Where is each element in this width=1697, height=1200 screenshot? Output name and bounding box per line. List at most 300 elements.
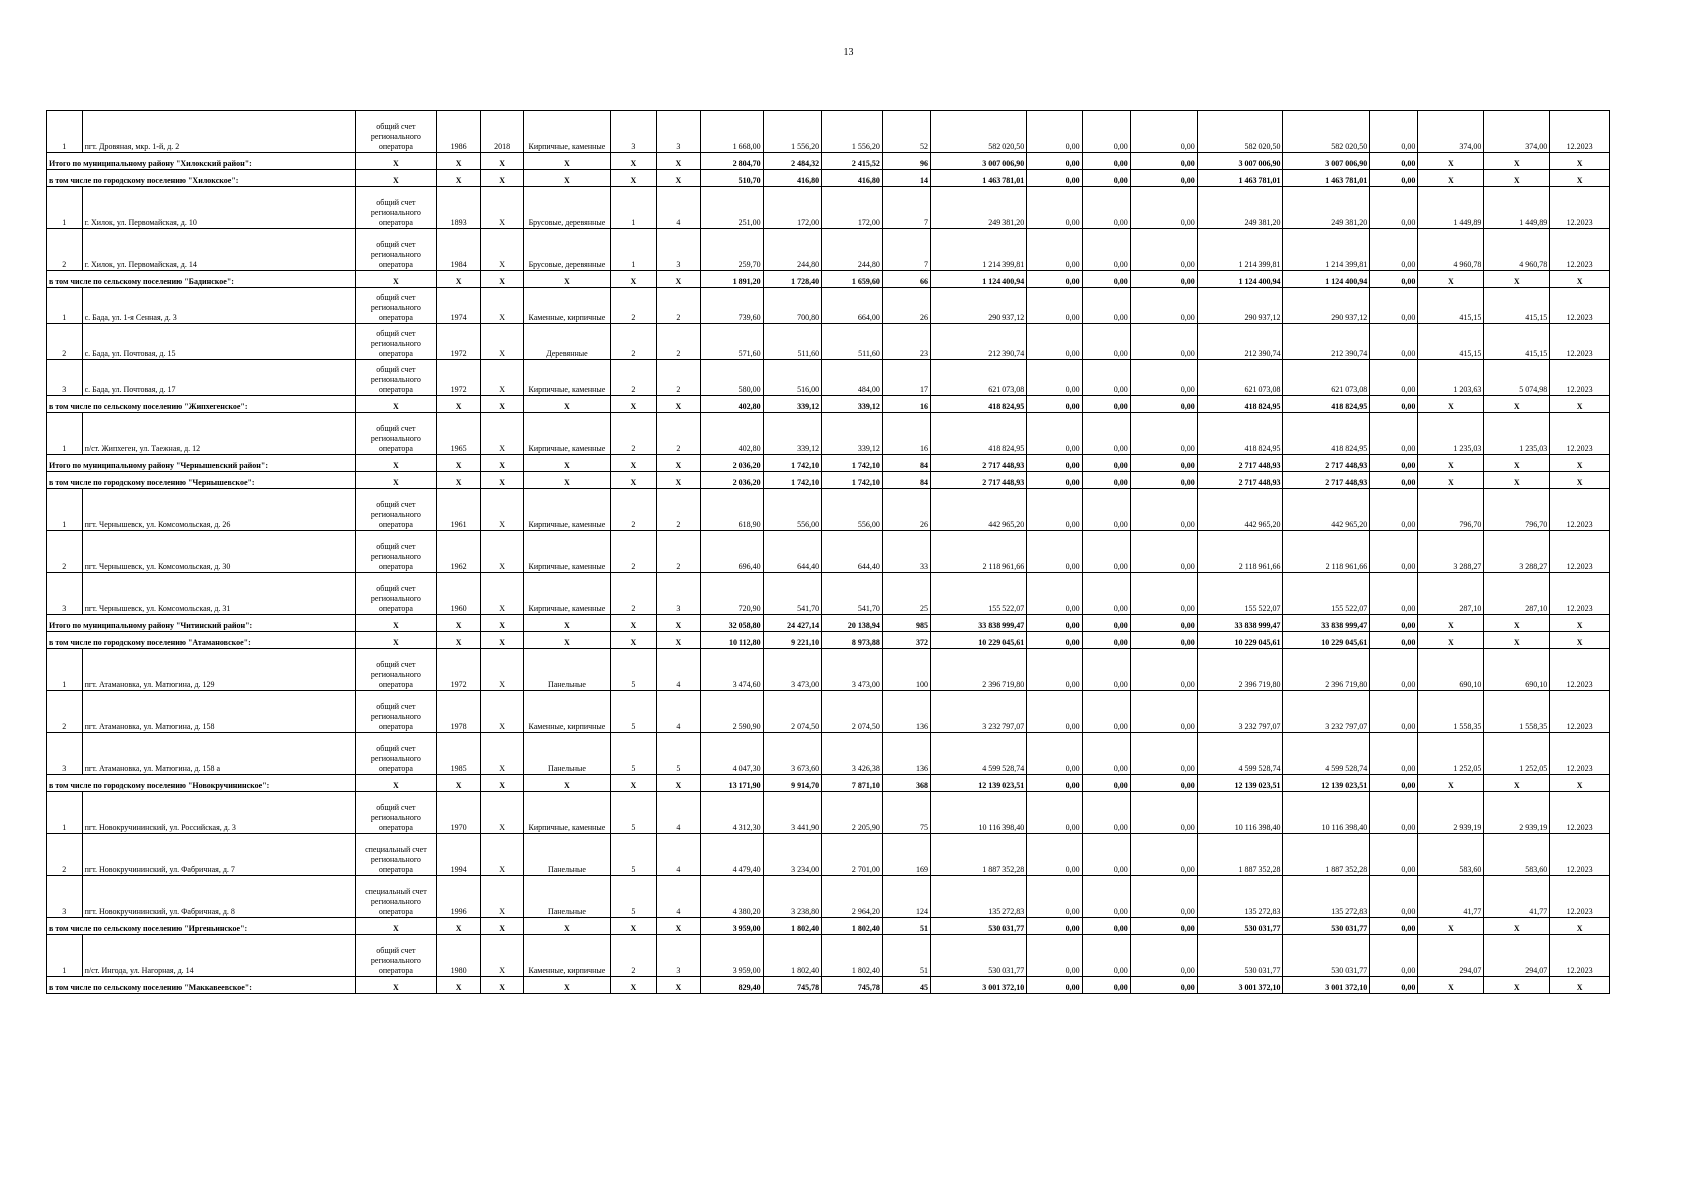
entrances-cell: 2 [656, 324, 700, 360]
value-cell: 0,00 [1130, 918, 1197, 935]
account-type-cell: общий счет регионального оператора [355, 935, 437, 977]
build-year-cell: 1978 [437, 691, 481, 733]
value-cell: 0,00 [1130, 615, 1197, 632]
value-cell: 0,00 [1130, 455, 1197, 472]
x-cell: X [437, 472, 481, 489]
value-cell: 0,00 [1027, 229, 1082, 271]
value-cell: 1 891,20 [700, 271, 763, 288]
max-cost-cell: 294,07 [1484, 935, 1550, 977]
value-cell: 3 959,00 [700, 935, 763, 977]
value-cell: 339,12 [822, 413, 883, 455]
value-cell: 0,00 [1130, 876, 1197, 918]
value-cell: 0,00 [1130, 531, 1197, 573]
value-cell: 556,00 [763, 489, 822, 531]
deadline-cell: 12.2023 [1550, 288, 1610, 324]
value-cell: 3 474,60 [700, 649, 763, 691]
value-cell: 0,00 [1370, 632, 1418, 649]
max-cost-cell: 1 558,35 [1484, 691, 1550, 733]
value-cell: 0,00 [1370, 531, 1418, 573]
build-year-cell: 1996 [437, 876, 481, 918]
building-row [47, 691, 1610, 733]
x-cell: X [355, 632, 437, 649]
unit-cost-cell: 374,00 [1418, 111, 1484, 153]
floors-cell: 5 [610, 834, 656, 876]
address-cell: пгт. Чернышевск, ул. Комсомольская, д. 31 [82, 573, 355, 615]
x-cell: X [1550, 918, 1610, 935]
value-cell: 2 717 448,93 [1197, 455, 1283, 472]
value-cell: 0,00 [1082, 288, 1130, 324]
x-cell: X [1484, 455, 1550, 472]
x-cell: X [355, 615, 437, 632]
value-cell: 339,12 [763, 396, 822, 413]
floors-cell: 5 [610, 691, 656, 733]
x-cell: X [610, 775, 656, 792]
value-cell: 0,00 [1027, 489, 1082, 531]
build-year-cell: 1972 [437, 649, 481, 691]
x-cell: X [1550, 632, 1610, 649]
floors-cell: 5 [610, 792, 656, 834]
floors-cell: 5 [610, 876, 656, 918]
value-cell: 212 390,74 [1197, 324, 1283, 360]
value-cell: 1 463 781,01 [1283, 170, 1370, 187]
account-type-cell: общий счет регионального оператора [355, 489, 437, 531]
max-cost-cell: 374,00 [1484, 111, 1550, 153]
value-cell: 0,00 [1082, 153, 1130, 170]
value-cell: 0,00 [1082, 918, 1130, 935]
x-cell: X [524, 632, 611, 649]
repair-year-cell: X [481, 360, 524, 396]
value-cell: 4 380,20 [700, 876, 763, 918]
x-cell: X [1418, 632, 1484, 649]
x-cell: X [656, 615, 700, 632]
entrances-cell: 4 [656, 691, 700, 733]
value-cell: 0,00 [1130, 324, 1197, 360]
summary-row [47, 271, 1610, 288]
repair-year-cell: X [481, 489, 524, 531]
value-cell: 1 742,10 [822, 472, 883, 489]
address-cell: пгт. Атамановка, ул. Матюгина, д. 158 а [82, 733, 355, 775]
value-cell: 0,00 [1082, 489, 1130, 531]
entrances-cell: 5 [656, 733, 700, 775]
building-row [47, 288, 1610, 324]
deadline-cell: 12.2023 [1550, 876, 1610, 918]
x-cell: X [610, 632, 656, 649]
repair-year-cell: X [481, 876, 524, 918]
row-number: 1 [47, 413, 83, 455]
address-cell: г. Хилок, ул. Первомайская, д. 10 [82, 187, 355, 229]
x-cell: X [437, 170, 481, 187]
building-row [47, 413, 1610, 455]
value-cell: 2 118 961,66 [1197, 531, 1283, 573]
value-cell: 0,00 [1027, 153, 1082, 170]
value-cell: 0,00 [1370, 615, 1418, 632]
x-cell: X [1550, 455, 1610, 472]
value-cell: 0,00 [1082, 876, 1130, 918]
value-cell: 33 838 999,47 [930, 615, 1026, 632]
summary-label: в том числе по сельскому поселению "Иргеньинское": [47, 918, 356, 935]
value-cell: 0,00 [1370, 324, 1418, 360]
value-cell: 0,00 [1130, 792, 1197, 834]
floors-cell: 1 [610, 187, 656, 229]
value-cell: 1 463 781,01 [1197, 170, 1283, 187]
value-cell: 511,60 [822, 324, 883, 360]
value-cell: 1 887 352,28 [1197, 834, 1283, 876]
x-cell: X [524, 775, 611, 792]
value-cell: 418 824,95 [1283, 413, 1370, 455]
x-cell: X [437, 396, 481, 413]
value-cell: 0,00 [1027, 111, 1082, 153]
x-cell: X [1550, 271, 1610, 288]
row-number: 2 [47, 531, 83, 573]
deadline-cell: 12.2023 [1550, 573, 1610, 615]
value-cell: 2 118 961,66 [930, 531, 1026, 573]
value-cell: 0,00 [1370, 153, 1418, 170]
building-row [47, 733, 1610, 775]
value-cell: 0,00 [1027, 876, 1082, 918]
x-cell: X [1418, 153, 1484, 170]
value-cell: 0,00 [1370, 170, 1418, 187]
value-cell: 0,00 [1082, 834, 1130, 876]
x-cell: X [355, 396, 437, 413]
value-cell: 0,00 [1082, 396, 1130, 413]
value-cell: 0,00 [1370, 876, 1418, 918]
value-cell: 418 824,95 [930, 413, 1026, 455]
value-cell: 51 [882, 935, 930, 977]
max-cost-cell: 41,77 [1484, 876, 1550, 918]
build-year-cell: 1972 [437, 360, 481, 396]
unit-cost-cell: 583,60 [1418, 834, 1484, 876]
value-cell: 1 124 400,94 [1197, 271, 1283, 288]
x-cell: X [481, 396, 524, 413]
build-year-cell: 1965 [437, 413, 481, 455]
max-cost-cell: 1 252,05 [1484, 733, 1550, 775]
account-type-cell: специальный счет регионального оператора [355, 834, 437, 876]
build-year-cell: 1994 [437, 834, 481, 876]
building-row [47, 935, 1610, 977]
unit-cost-cell: 3 288,27 [1418, 531, 1484, 573]
building-row [47, 229, 1610, 271]
wall-material-cell: Панельные [524, 733, 611, 775]
address-cell: с. Бада, ул. Почтовая, д. 17 [82, 360, 355, 396]
build-year-cell: 1984 [437, 229, 481, 271]
summary-label: в том числе по городскому поселению "Чернышевское": [47, 472, 356, 489]
x-cell: X [437, 775, 481, 792]
x-cell: X [610, 615, 656, 632]
x-cell: X [524, 153, 611, 170]
repair-year-cell: X [481, 792, 524, 834]
x-cell: X [437, 271, 481, 288]
repair-year-cell: X [481, 834, 524, 876]
value-cell: 0,00 [1370, 918, 1418, 935]
value-cell: 124 [882, 876, 930, 918]
value-cell: 618,90 [700, 489, 763, 531]
value-cell: 696,40 [700, 531, 763, 573]
x-cell: X [481, 170, 524, 187]
value-cell: 368 [882, 775, 930, 792]
value-cell: 416,80 [763, 170, 822, 187]
value-cell: 2 396 719,80 [1197, 649, 1283, 691]
value-cell: 0,00 [1370, 649, 1418, 691]
value-cell: 75 [882, 792, 930, 834]
value-cell: 0,00 [1130, 775, 1197, 792]
x-cell: X [656, 775, 700, 792]
x-cell: X [355, 170, 437, 187]
address-cell: с. Бада, ул. Почтовая, д. 15 [82, 324, 355, 360]
entrances-cell: 2 [656, 489, 700, 531]
summary-label: в том числе по городскому поселению "Атамановское": [47, 632, 356, 649]
address-cell: с. Бада, ул. 1-я Сенная, д. 3 [82, 288, 355, 324]
value-cell: 4 599 528,74 [930, 733, 1026, 775]
table-body [47, 111, 1610, 994]
building-row [47, 834, 1610, 876]
value-cell: 13 171,90 [700, 775, 763, 792]
value-cell: 745,78 [822, 977, 883, 994]
build-year-cell: 1893 [437, 187, 481, 229]
wall-material-cell: Деревянные [524, 324, 611, 360]
value-cell: 290 937,12 [1197, 288, 1283, 324]
address-cell: пгт. Чернышевск, ул. Комсомольская, д. 30 [82, 531, 355, 573]
value-cell: 1 802,40 [763, 918, 822, 935]
building-row [47, 187, 1610, 229]
floors-cell: 5 [610, 649, 656, 691]
value-cell: 3 441,90 [763, 792, 822, 834]
value-cell: 621 073,08 [1197, 360, 1283, 396]
value-cell: 0,00 [1027, 472, 1082, 489]
value-cell: 0,00 [1130, 187, 1197, 229]
row-number: 1 [47, 288, 83, 324]
max-cost-cell: 5 074,98 [1484, 360, 1550, 396]
value-cell: 135 272,83 [1197, 876, 1283, 918]
value-cell: 10 229 045,61 [930, 632, 1026, 649]
row-number: 1 [47, 935, 83, 977]
value-cell: 0,00 [1027, 977, 1082, 994]
value-cell: 1 214 399,81 [930, 229, 1026, 271]
x-cell: X [1418, 455, 1484, 472]
value-cell: 0,00 [1130, 472, 1197, 489]
build-year-cell: 1960 [437, 573, 481, 615]
value-cell: 0,00 [1370, 472, 1418, 489]
entrances-cell: 3 [656, 573, 700, 615]
build-year-cell: 1970 [437, 792, 481, 834]
floors-cell: 2 [610, 531, 656, 573]
x-cell: X [1550, 977, 1610, 994]
value-cell: 0,00 [1130, 733, 1197, 775]
value-cell: 3 007 006,90 [1283, 153, 1370, 170]
value-cell: 244,80 [822, 229, 883, 271]
value-cell: 0,00 [1370, 935, 1418, 977]
account-type-cell: общий счет регионального оператора [355, 413, 437, 455]
summary-row [47, 472, 1610, 489]
value-cell: 0,00 [1370, 455, 1418, 472]
repair-year-cell: 2018 [481, 111, 524, 153]
value-cell: 1 659,60 [822, 271, 883, 288]
x-cell: X [481, 977, 524, 994]
x-cell: X [437, 615, 481, 632]
value-cell: 2 717 448,93 [1283, 472, 1370, 489]
value-cell: 530 031,77 [930, 935, 1026, 977]
x-cell: X [656, 918, 700, 935]
value-cell: 100 [882, 649, 930, 691]
value-cell: 0,00 [1082, 531, 1130, 573]
summary-label: в том числе по сельскому поселению "Маккавеевское": [47, 977, 356, 994]
x-cell: X [1418, 396, 1484, 413]
value-cell: 33 [882, 531, 930, 573]
x-cell: X [355, 153, 437, 170]
value-cell: 2 036,20 [700, 455, 763, 472]
value-cell: 2 074,50 [822, 691, 883, 733]
value-cell: 155 522,07 [1197, 573, 1283, 615]
value-cell: 3 232 797,07 [930, 691, 1026, 733]
account-type-cell: общий счет регионального оператора [355, 792, 437, 834]
value-cell: 745,78 [763, 977, 822, 994]
max-cost-cell: 1 449,89 [1484, 187, 1550, 229]
value-cell: 0,00 [1027, 573, 1082, 615]
value-cell: 0,00 [1027, 733, 1082, 775]
row-number: 1 [47, 792, 83, 834]
x-cell: X [355, 472, 437, 489]
account-type-cell: общий счет регионального оператора [355, 288, 437, 324]
page-number: 13 [843, 47, 854, 58]
x-cell: X [610, 977, 656, 994]
max-cost-cell: 2 939,19 [1484, 792, 1550, 834]
value-cell: 0,00 [1082, 455, 1130, 472]
x-cell: X [1550, 615, 1610, 632]
value-cell: 402,80 [700, 396, 763, 413]
value-cell: 10 229 045,61 [1197, 632, 1283, 649]
row-number: 2 [47, 691, 83, 733]
value-cell: 2 415,52 [822, 153, 883, 170]
value-cell: 1 556,20 [763, 111, 822, 153]
value-cell: 511,60 [763, 324, 822, 360]
value-cell: 664,00 [822, 288, 883, 324]
value-cell: 3 473,00 [822, 649, 883, 691]
x-cell: X [1418, 775, 1484, 792]
value-cell: 0,00 [1082, 649, 1130, 691]
value-cell: 0,00 [1130, 632, 1197, 649]
value-cell: 418 824,95 [1197, 413, 1283, 455]
floors-cell: 5 [610, 733, 656, 775]
x-cell: X [524, 396, 611, 413]
x-cell: X [437, 918, 481, 935]
value-cell: 0,00 [1027, 170, 1082, 187]
account-type-cell: общий счет регионального оператора [355, 187, 437, 229]
unit-cost-cell: 287,10 [1418, 573, 1484, 615]
build-year-cell: 1980 [437, 935, 481, 977]
value-cell: 0,00 [1370, 977, 1418, 994]
value-cell: 249 381,20 [1197, 187, 1283, 229]
value-cell: 3 007 006,90 [1197, 153, 1283, 170]
address-cell: пгт. Дровяная, мкр. 1-й, д. 2 [82, 111, 355, 153]
max-cost-cell: 583,60 [1484, 834, 1550, 876]
value-cell: 0,00 [1370, 360, 1418, 396]
value-cell: 0,00 [1082, 472, 1130, 489]
deadline-cell: 12.2023 [1550, 111, 1610, 153]
max-cost-cell: 415,15 [1484, 288, 1550, 324]
account-type-cell: общий счет регионального оператора [355, 111, 437, 153]
value-cell: 1 728,40 [763, 271, 822, 288]
row-number: 3 [47, 573, 83, 615]
account-type-cell: общий счет регионального оператора [355, 691, 437, 733]
value-cell: 4 599 528,74 [1283, 733, 1370, 775]
value-cell: 2 396 719,80 [930, 649, 1026, 691]
value-cell: 442 965,20 [1283, 489, 1370, 531]
x-cell: X [656, 271, 700, 288]
value-cell: 16 [882, 413, 930, 455]
wall-material-cell: Каменные, кирпичные [524, 935, 611, 977]
value-cell: 12 139 023,51 [1283, 775, 1370, 792]
value-cell: 0,00 [1027, 396, 1082, 413]
value-cell: 1 742,10 [822, 455, 883, 472]
floors-cell: 2 [610, 573, 656, 615]
wall-material-cell: Панельные [524, 649, 611, 691]
value-cell: 0,00 [1130, 935, 1197, 977]
value-cell: 402,80 [700, 413, 763, 455]
value-cell: 2 205,90 [822, 792, 883, 834]
unit-cost-cell: 796,70 [1418, 489, 1484, 531]
x-cell: X [524, 918, 611, 935]
x-cell: X [610, 170, 656, 187]
value-cell: 0,00 [1370, 396, 1418, 413]
value-cell: 244,80 [763, 229, 822, 271]
value-cell: 2 590,90 [700, 691, 763, 733]
unit-cost-cell: 294,07 [1418, 935, 1484, 977]
x-cell: X [1484, 170, 1550, 187]
x-cell: X [656, 153, 700, 170]
value-cell: 0,00 [1370, 489, 1418, 531]
value-cell: 418 824,95 [1283, 396, 1370, 413]
value-cell: 621 073,08 [930, 360, 1026, 396]
wall-material-cell: Кирпичные, каменные [524, 360, 611, 396]
x-cell: X [1550, 153, 1610, 170]
value-cell: 416,80 [822, 170, 883, 187]
build-year-cell: 1974 [437, 288, 481, 324]
wall-material-cell: Кирпичные, каменные [524, 413, 611, 455]
entrances-cell: 4 [656, 834, 700, 876]
value-cell: 2 484,32 [763, 153, 822, 170]
summary-label: Итого по муниципальному району "Читинский район": [47, 615, 356, 632]
value-cell: 52 [882, 111, 930, 153]
value-cell: 12 139 023,51 [1197, 775, 1283, 792]
value-cell: 0,00 [1082, 691, 1130, 733]
value-cell: 530 031,77 [930, 918, 1026, 935]
summary-label: в том числе по сельскому поселению "Бадинское": [47, 271, 356, 288]
value-cell: 136 [882, 733, 930, 775]
x-cell: X [610, 396, 656, 413]
value-cell: 0,00 [1082, 792, 1130, 834]
value-cell: 0,00 [1082, 632, 1130, 649]
x-cell: X [1550, 396, 1610, 413]
repair-year-cell: X [481, 531, 524, 573]
row-number: 3 [47, 876, 83, 918]
x-cell: X [656, 632, 700, 649]
value-cell: 2 396 719,80 [1283, 649, 1370, 691]
x-cell: X [656, 396, 700, 413]
value-cell: 17 [882, 360, 930, 396]
value-cell: 582 020,50 [1283, 111, 1370, 153]
entrances-cell: 2 [656, 531, 700, 573]
value-cell: 172,00 [763, 187, 822, 229]
value-cell: 1 556,20 [822, 111, 883, 153]
row-number: 2 [47, 834, 83, 876]
value-cell: 172,00 [822, 187, 883, 229]
x-cell: X [481, 271, 524, 288]
value-cell: 1 802,40 [763, 935, 822, 977]
value-cell: 0,00 [1082, 271, 1130, 288]
x-cell: X [437, 455, 481, 472]
value-cell: 249 381,20 [930, 187, 1026, 229]
row-number: 1 [47, 489, 83, 531]
value-cell: 0,00 [1082, 360, 1130, 396]
